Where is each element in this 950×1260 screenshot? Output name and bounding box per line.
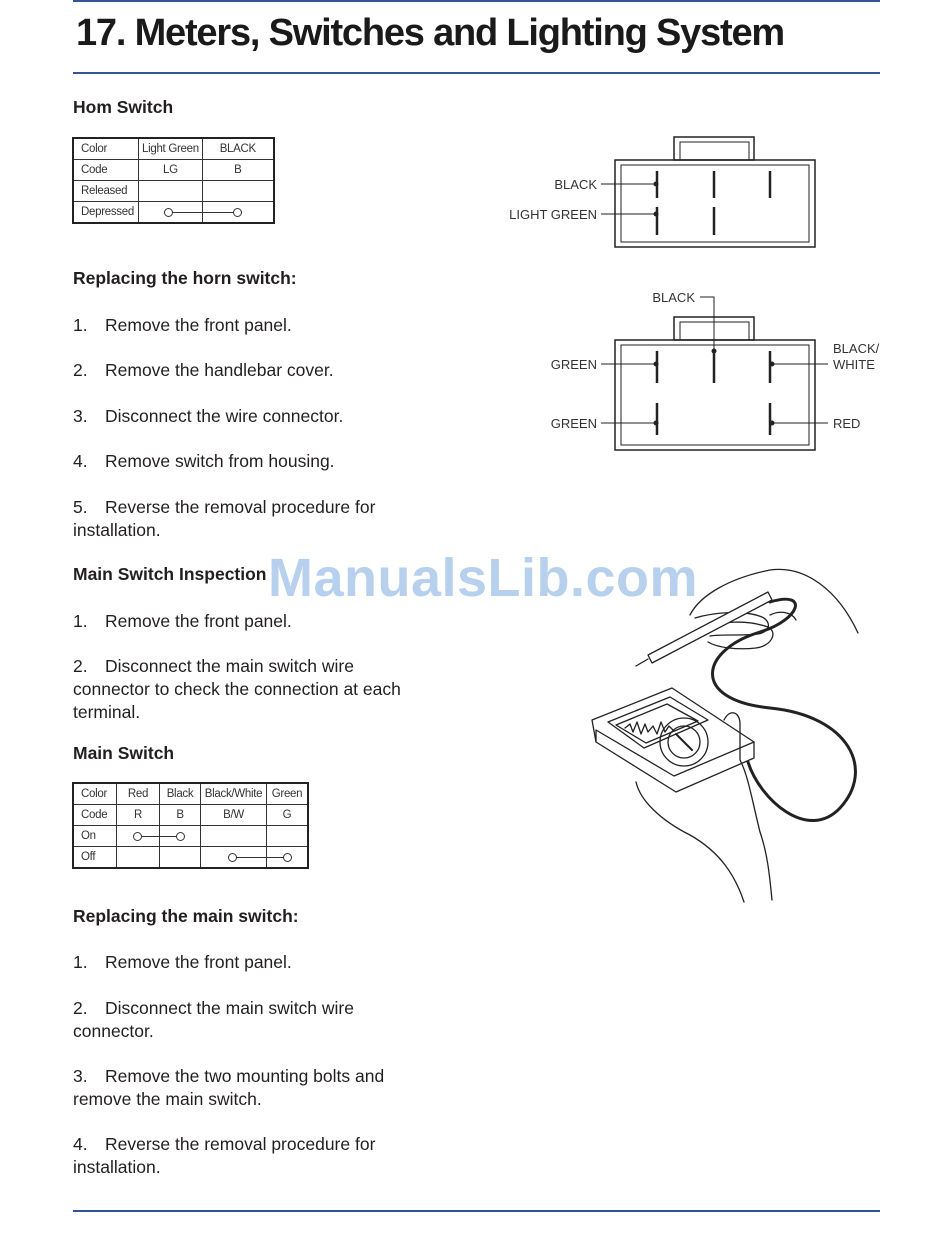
label-black: BLACK [652,290,695,305]
list-item: 1. Remove the front panel. [73,315,292,335]
table-cell: B/W [201,805,267,826]
list-item: 2. Disconnect the main switch wire connector to check the connection at each terminal. [73,656,401,722]
list-item: 1. Remove the front panel. [73,952,292,972]
list-item: 3. Disconnect the wire connector. [73,406,344,426]
list-item: 2. Remove the handlebar cover. [73,360,334,380]
table-cell: On [73,826,117,847]
label-black-white-line1: BLACK/ [833,341,880,356]
horn-switch-heading: Hom Switch [73,97,174,117]
table-cell: Black [160,783,201,805]
list-item: 1. Remove the front panel. [73,611,292,631]
label-black: BLACK [554,177,597,192]
table-cell: Green [267,783,309,805]
probe-tip [636,659,648,666]
table-cell: R [117,805,160,826]
table-cell: Off [73,847,117,869]
list-item: 4. Remove switch from housing. [73,451,335,471]
table-cell: Code [73,160,139,181]
bottom-rule [73,1210,880,1212]
label-light-green: LIGHT GREEN [509,207,597,222]
page-title: 17. Meters, Switches and Lighting System [76,12,784,54]
table-cell: LG [139,160,203,181]
list-item: 5. Reverse the removal procedure for installation. [73,497,376,540]
table-cell: Code [73,805,117,826]
table-cell: Red [117,783,160,805]
table-cell: B [202,160,274,181]
label-red: RED [833,416,861,431]
main-switch-heading: Main Switch [73,743,175,763]
table-cell: G [267,805,309,826]
main-switch-inspection-heading: Main Switch Inspection [73,564,267,584]
hand-outline [760,832,772,900]
table-cell: Released [73,181,139,202]
probe-lead [713,599,856,820]
label-green-top: GREEN [550,357,597,372]
replacing-horn-switch-heading: Replacing the horn switch: [73,268,297,288]
table-cell: BLACK [202,138,274,160]
replacing-main-switch-heading: Replacing the main switch: [73,906,299,926]
label-black-white-line2: WHITE [833,357,875,372]
list-item: 2. Disconnect the main switch wire connector. [73,998,354,1041]
table-cell: Color [73,138,139,160]
table-cell: B [160,805,201,826]
watermark: ManualsLib.com [268,548,699,608]
list-item: 3. Remove the two mounting bolts and remove the main switch. [73,1066,385,1109]
meter-body [592,688,754,792]
table-cell: Black/White [201,783,267,805]
hand-outline [636,782,744,902]
list-item: 4. Reverse the removal procedure for installation. [73,1134,376,1177]
table-cell: Color [73,783,117,805]
label-green-bottom: GREEN [550,416,597,431]
table-cell: Depressed [73,202,139,224]
table-cell: Light Green [139,138,203,160]
